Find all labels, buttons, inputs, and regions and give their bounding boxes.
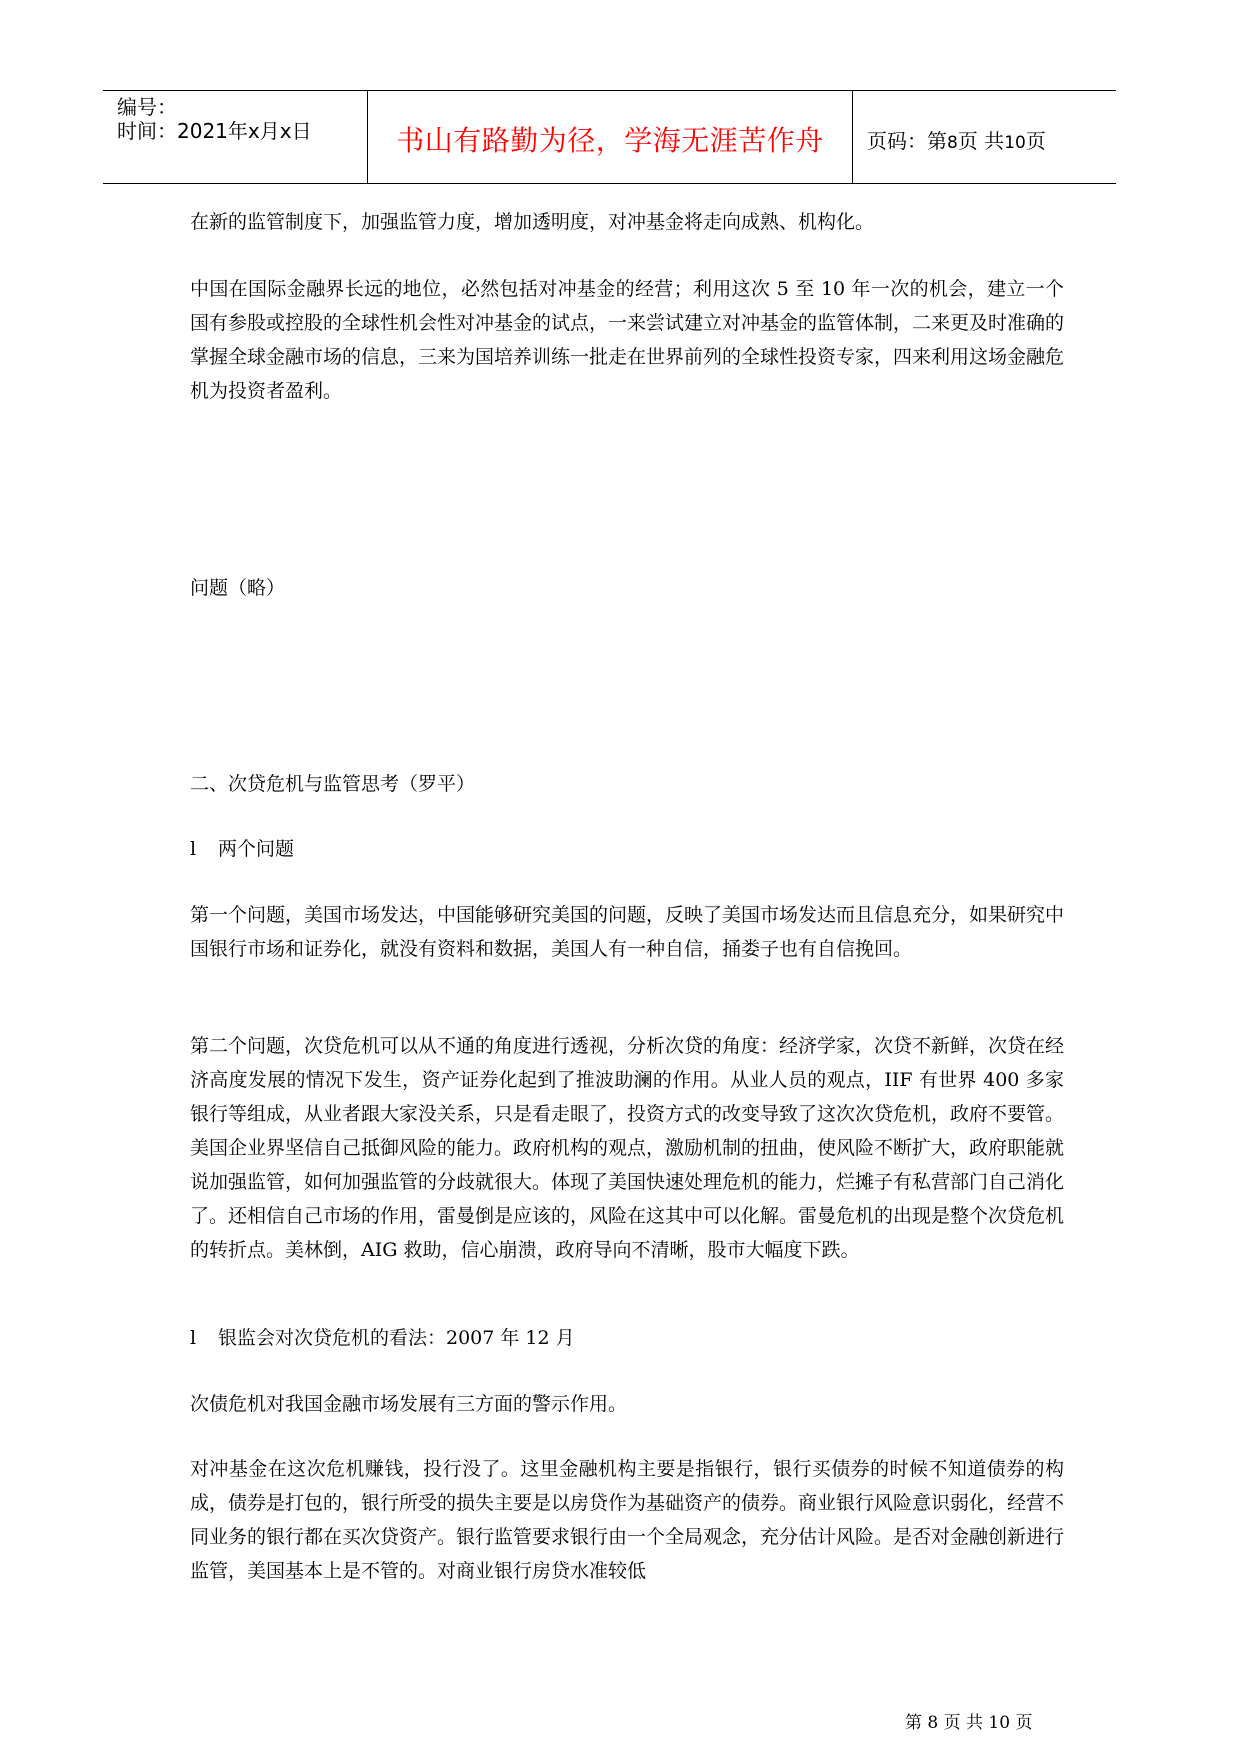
bullet-text: 银监会对次贷危机的看法：2007 年 12 月 bbox=[218, 1327, 575, 1349]
paragraph: 次债危机对我国金融市场发展有三方面的警示作用。 bbox=[190, 1393, 628, 1415]
bullet-item bbox=[190, 832, 1064, 866]
paragraph: 在新的监管制度下，加强监管力度，增加透明度，对冲基金将走向成熟、机构化。 bbox=[190, 211, 875, 233]
bullet-marker: l bbox=[190, 1327, 197, 1349]
header-motto-cell bbox=[367, 91, 853, 183]
document-time-label: 时间：2021年x月x日 bbox=[117, 119, 312, 143]
section-heading: 二、次贷危机与监管思考（罗平） bbox=[190, 773, 476, 795]
paragraph: 第一个问题，美国市场发达，中国能够研究美国的问题，反映了美国市场发达而且信息充分，如果研究中国银行市场和证券化，就没有资料和数据，美国人有一种自信，捅娄子也有自信挽回。 bbox=[190, 904, 1065, 960]
paragraph: 对冲基金在这次危机赚钱，投行没了。这里金融机构主要是指银行，银行买债券的时候不知道债券的构成，债券是打包的，银行所受的损失主要是以房贷作为基础资产的债券。商业银行风险意识弱化，经营不同业务的银行都在买次贷资产。银行监管要求银行由一个全局观念，充分估计风险。是否对金融创新进行监管，美国基本上是不管的。对商业银行房贷水准较低 bbox=[190, 1458, 1065, 1582]
paragraph: 第二个问题，次贷危机可以从不通的角度进行透视，分析次贷的角度：经济学家，次贷不新鲜，次贷在经济高度发展的情况下发生，资产证券化起到了推波助澜的作用。从业人员的观点，IIF 有世界 400 多家银行等组成，从业者跟大家没关系，只是看走眼了，投资方式的改变导致了这次次贷危机，政府不要管。美国企业界坚信自己抵御风险的能力。政府机构的观点，激励机制的扭曲，使风险不断扩大，政府职能就说加强监管，如何加强监管的分歧就很大。体现了美国快速处理危机的能力，烂摊子有私营部门自己消化了。还相信自己市场的作用，雷曼倒是应该的，风险在这其中可以化解。雷曼危机的出现是整个次贷危机的转折点。美林倒，AIG 救助，信心崩溃，政府导向不清晰，股市大幅度下跌。 bbox=[190, 1035, 1065, 1261]
page-footer: 第 8 页 共 10 页 bbox=[905, 1713, 1033, 1733]
paragraph: 中国在国际金融界长远的地位，必然包括对冲基金的经营；利用这次 5 至 10 年一次的机会，建立一个国有参股或控股的全球性机会性对冲基金的试点，一来尝试建立对冲基金的监管体制，二来更及时准确的掌握全球金融市场的信息，三来为国培养训练一批走在世界前列的全球性投资专家，四来利用这场金融危机为投资者盈利。 bbox=[190, 278, 1065, 402]
document-number-label: 编号： bbox=[117, 95, 177, 119]
bullet-text: 两个问题 bbox=[218, 838, 295, 860]
header-page-current: 8 bbox=[947, 133, 958, 153]
paragraph: 问题（略） bbox=[190, 577, 286, 599]
header-meta-cell bbox=[103, 91, 367, 183]
header-page-indicator: 页码：第8页 共10页 bbox=[867, 129, 1046, 153]
bullet-marker: l bbox=[190, 838, 197, 860]
header-page-cell bbox=[853, 91, 1116, 183]
header-page-total: 10 bbox=[1004, 133, 1026, 153]
bullet-item bbox=[190, 1321, 1064, 1355]
page-header bbox=[103, 90, 1116, 184]
header-motto: 书山有路勤为径，学海无涯苦作舟 bbox=[396, 124, 824, 157]
